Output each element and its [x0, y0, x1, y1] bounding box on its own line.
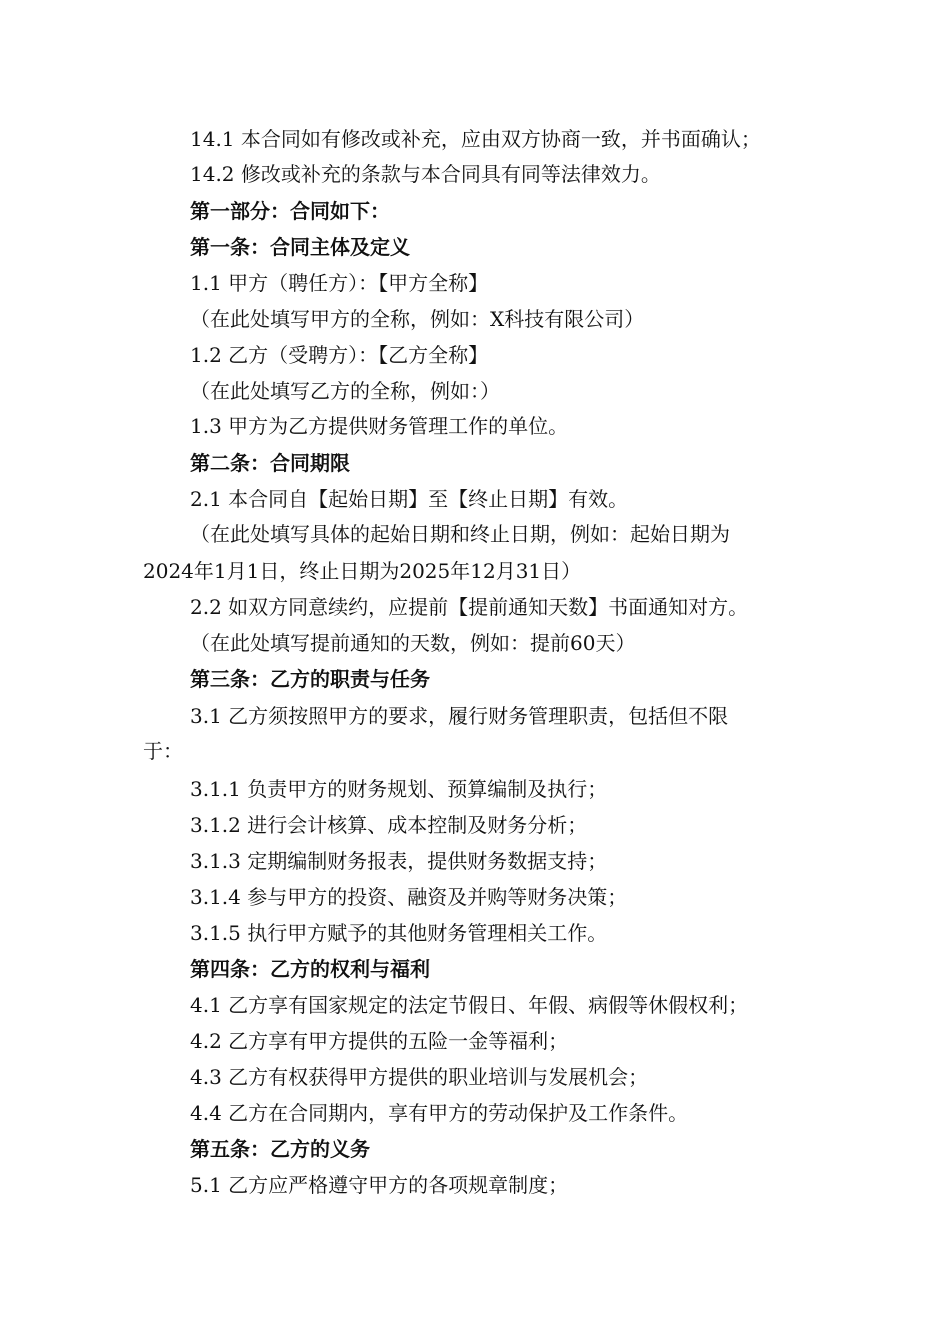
- clause-14-2: 14.2 修改或补充的条款与本合同具有同等法律效力。: [190, 162, 661, 186]
- clause-3-1-5: 3.1.5 执行甲方赋予的其他财务管理相关工作。: [190, 921, 608, 945]
- part-one-heading: 第一部分：合同如下：: [190, 199, 390, 223]
- clause-5-1: 5.1 乙方应严格遵守甲方的各项规章制度；: [190, 1173, 569, 1197]
- clause-1-2-note: （在此处填写乙方的全称，例如：）: [190, 379, 500, 403]
- clause-4-4: 4.4 乙方在合同期内，享有甲方的劳动保护及工作条件。: [190, 1101, 689, 1125]
- article-4-heading: 第四条：乙方的权利与福利: [190, 957, 430, 981]
- clause-3-1-2: 3.1.2 进行会计核算、成本控制及财务分析；: [190, 813, 588, 837]
- clause-3-1-3: 3.1.3 定期编制财务报表，提供财务数据支持；: [190, 849, 608, 873]
- clause-1-1-note: （在此处填写甲方的全称，例如：X科技有限公司）: [190, 307, 645, 331]
- clause-2-1: 2.1 本合同自【起始日期】至【终止日期】有效。: [190, 487, 629, 511]
- clause-3-1-1: 3.1.1 负责甲方的财务规划、预算编制及执行；: [190, 777, 608, 801]
- clause-2-1-note-cont: 2024年1月1日，终止日期为2025年12月31日）: [143, 559, 582, 583]
- clause-4-3: 4.3 乙方有权获得甲方提供的职业培训与发展机会；: [190, 1065, 649, 1089]
- clause-3-1-4: 3.1.4 参与甲方的投资、融资及并购等财务决策；: [190, 885, 628, 909]
- article-5-heading: 第五条：乙方的义务: [190, 1137, 370, 1161]
- clause-2-1-note: （在此处填写具体的起始日期和终止日期，例如：起始日期为: [190, 522, 730, 546]
- clause-4-1: 4.1 乙方享有国家规定的法定节假日、年假、病假等休假权利；: [190, 993, 749, 1017]
- clause-2-2-note: （在此处填写提前通知的天数，例如：提前60天）: [190, 631, 636, 655]
- clause-14-1: 14.1 本合同如有修改或补充，应由双方协商一致，并书面确认；: [190, 127, 761, 151]
- clause-3-1: 3.1 乙方须按照甲方的要求，履行财务管理职责，包括但不限: [190, 704, 729, 728]
- clause-1-1: 1.1 甲方（聘任方）：【甲方全称】: [190, 271, 489, 295]
- clause-1-2: 1.2 乙方（受聘方）：【乙方全称】: [190, 343, 489, 367]
- article-1-heading: 第一条：合同主体及定义: [190, 235, 410, 259]
- clause-2-2: 2.2 如双方同意续约，应提前【提前通知天数】书面通知对方。: [190, 595, 749, 619]
- article-2-heading: 第二条：合同期限: [190, 451, 350, 475]
- clause-3-1-cont: 于：: [143, 739, 183, 763]
- article-3-heading: 第三条：乙方的职责与任务: [190, 667, 430, 691]
- clause-1-3: 1.3 甲方为乙方提供财务管理工作的单位。: [190, 414, 569, 438]
- clause-4-2: 4.2 乙方享有甲方提供的五险一金等福利；: [190, 1029, 569, 1053]
